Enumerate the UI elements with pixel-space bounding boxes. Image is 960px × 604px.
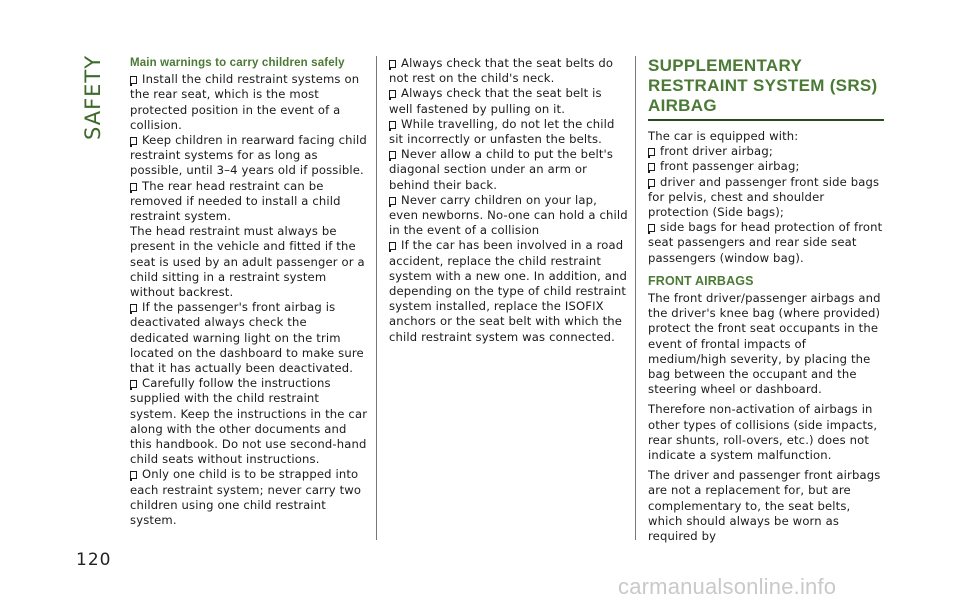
- bullet-icon: [130, 183, 137, 191]
- bullet-icon: [130, 380, 137, 388]
- bullet-item: Carefully follow the instructions supplied with the child restraint system. Keep the instructions in the car along with the other documents and this handbook. Do not use second-hand child seats without instructions.: [130, 376, 368, 467]
- bullet-icon: [389, 90, 396, 98]
- bullet-item: If the passenger's front airbag is deactivated always check the dedicated warning light on the trim located on the dashboard to make sure that it has actually been deactivated.: [130, 300, 364, 376]
- column-2: [389, 56, 629, 345]
- bullet-icon: [130, 304, 137, 312]
- bullet-item: While travelling, do not let the child sit incorrectly or unfasten the belts.: [389, 116, 615, 147]
- bullet-icon: [130, 76, 137, 84]
- bullet-icon: [389, 151, 396, 159]
- bullet-icon: [648, 224, 655, 232]
- bullet-item: front driver airbag;: [648, 144, 884, 159]
- column-3: [648, 56, 884, 544]
- bullet-icon: [648, 148, 655, 156]
- bullet-item: driver and passenger front side bags for pelvis, chest and shoulder protection (Side bags);: [648, 174, 880, 220]
- bullet-icon: [130, 137, 137, 145]
- bullet-icon: [130, 471, 137, 479]
- bullet-item: Keep children in rearward facing child restraint systems for as long as possible, until 3–4 years old if possible.: [130, 133, 367, 178]
- column-1: [130, 56, 368, 528]
- bullet-item: Never carry children on your lap, even newborns. No-one can hold a child in the event of a collision: [389, 192, 628, 238]
- bullet-icon: [389, 60, 396, 68]
- page-number: 120: [76, 550, 112, 570]
- section-side-label: SAFETY: [81, 54, 105, 140]
- airbag-paragraph: The front driver/passenger airbags and the driver's knee bag (where provided) protect the front seat occupants in the event of frontal impacts of medium/high severity, by placing the bag between the occupant and the steering wheel or dashboard.: [648, 291, 881, 397]
- bullet-item: The rear head restraint can be removed if needed to install a child restraint system.: [130, 178, 341, 224]
- bullet-item: side bags for head protection of front seat passengers and rear side seat passengers (window bag).: [648, 220, 883, 265]
- bullet-icon: [389, 197, 396, 205]
- bullet-item: Install the child restraint systems on the rear seat, which is the most protected position in the event of a collision.: [130, 72, 360, 132]
- column-divider-1: [376, 56, 377, 540]
- column-divider-2: [635, 56, 636, 540]
- equipment-intro: The car is equipped with:: [648, 129, 799, 143]
- bullet-icon: [648, 179, 655, 187]
- bullet-item: front passenger airbag;: [648, 159, 884, 174]
- airbag-paragraph: Therefore non-activation of airbags in other types of collisions (side impacts, rear shunts, roll-overs, etc.) does not indicate a system malfunction.: [648, 402, 878, 463]
- bullet-item: Always check that the seat belt is well fastened by pulling on it.: [389, 86, 602, 116]
- warnings-subheading: Main warnings to carry children safely: [130, 57, 345, 69]
- bullet-item: Only one child is to be strapped into each restraint system; never carry two children using one child restraint system.: [130, 467, 362, 528]
- head-restraint-paragraph: The head restraint must always be present in the vehicle and fitted if the seat is used by an adult passenger or a child sitting in a restraint system without backrest.: [130, 224, 365, 300]
- bullet-icon: [648, 163, 655, 171]
- bullet-item: Always check that the seat belts do not rest on the child's neck.: [389, 56, 614, 86]
- bullet-icon: [389, 242, 396, 250]
- front-airbags-heading: FRONT AIRBAGS: [648, 273, 754, 288]
- bullet-icon: [389, 121, 396, 129]
- bullet-item: Never allow a child to put the belt's diagonal section under an arm or behind their back.: [389, 147, 614, 192]
- watermark: carmanualsonline.info: [618, 574, 837, 599]
- airbag-paragraph: The driver and passenger front airbags are not a replacement for, but are complementary to, the seat belts, which should always be worn as required by: [648, 468, 881, 544]
- srs-airbag-title: SUPPLEMENTARY RESTRAINT SYSTEM (SRS) AIRBAG: [648, 56, 884, 121]
- bullet-item: If the car has been involved in a road accident, replace the child restraint system with a new one. In addition, and depending on the type of child restraint system installed, replace the ISOFIX anchors or the seat belt with which the child restraint system was connected.: [389, 238, 628, 344]
